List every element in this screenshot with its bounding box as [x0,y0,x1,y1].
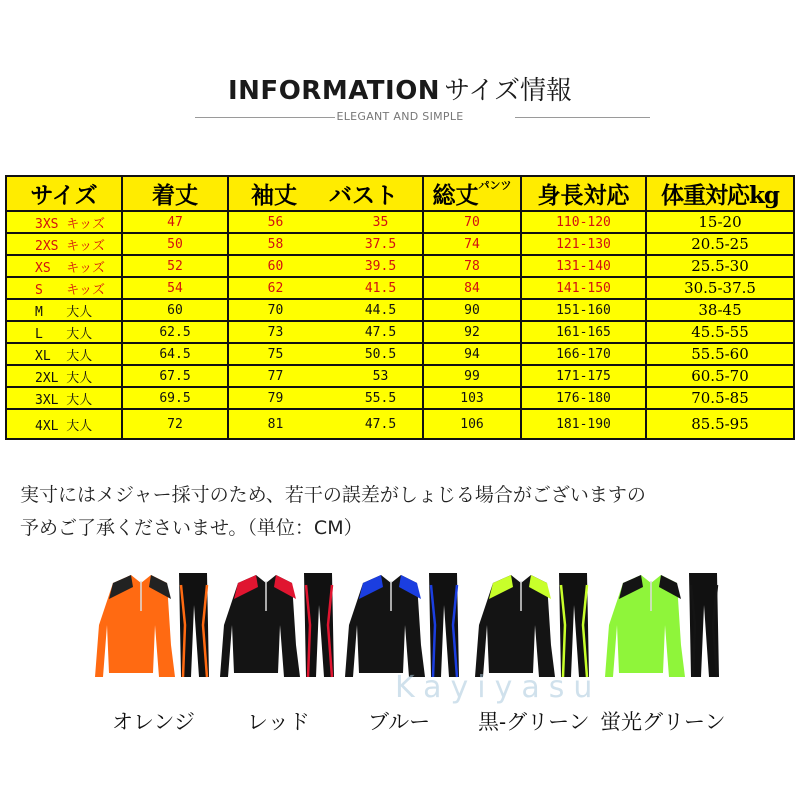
product-images [95,565,755,680]
cell-size: XS キッズ [6,255,122,277]
cell-sleeve-value: 77 [267,368,284,384]
note-line-2: 予めご了承くださいませ。（単位：CM） [20,517,363,539]
cell-length: 47 [122,211,228,233]
cell-sleeve-value: 81 [267,416,284,432]
cell-total: 84 [423,277,521,299]
cell-total: 99 [423,365,521,387]
cell-total: 94 [423,343,521,365]
cell-total: 103 [423,387,521,409]
cell-bust-value: 35 [372,214,389,230]
table-row [6,321,794,343]
cell-total: 70 [423,211,521,233]
header-length: 着丈 [122,176,228,211]
cell-bust-value: 39.5 [364,258,397,274]
cell-length: 60 [122,299,228,321]
header-total-label: 総丈 [432,182,479,209]
size-table [5,175,795,440]
table-row [6,299,794,321]
page-title [0,70,800,107]
cell-size: L 大人 [6,321,122,343]
cell-height: 181-190 [521,409,646,439]
cell-sleeve [228,233,423,255]
cell-total: 92 [423,321,521,343]
cell-size: S キッズ [6,277,122,299]
cell-size: 2XL 大人 [6,365,122,387]
cell-sleeve [228,409,423,439]
cell-length: 72 [122,409,228,439]
title-japanese: サイズ情報 [444,76,572,106]
cell-sleeve [228,321,423,343]
product-image [95,565,215,680]
cell-bust-value: 37.5 [364,236,397,252]
cell-total: 106 [423,409,521,439]
table-row [6,255,794,277]
product-image [220,565,340,680]
color-name-label: 黒-グリーン [478,710,590,734]
product-image [475,565,595,680]
cell-height: 121-130 [521,233,646,255]
cell-bust-value: 53 [372,368,389,384]
cell-sleeve-value: 62 [267,280,284,296]
header-total [423,176,521,211]
cell-size: 3XL 大人 [6,387,122,409]
cell-height: 161-165 [521,321,646,343]
cell-sleeve-value: 60 [267,258,284,274]
cell-sleeve-value: 79 [267,390,284,406]
cell-size: 2XS キッズ [6,233,122,255]
cell-sleeve [228,255,423,277]
cell-weight: 60.5-70 [646,365,794,387]
cell-length: 62.5 [122,321,228,343]
cell-length: 69.5 [122,387,228,409]
cell-total: 78 [423,255,521,277]
product-image [605,565,725,680]
cell-sleeve [228,299,423,321]
table-row [6,343,794,365]
table-row [6,365,794,387]
cell-length: 64.5 [122,343,228,365]
cell-height: 166-170 [521,343,646,365]
header-bust: バスト [329,182,398,209]
cell-height: 171-175 [521,365,646,387]
watermark: Kayiyasu [395,670,602,705]
cell-weight: 20.5-25 [646,233,794,255]
cell-bust-value: 44.5 [364,302,397,318]
color-name-label: ブルー [368,710,431,734]
color-name-label: 蛍光グリーン [600,710,726,734]
cell-sleeve [228,277,423,299]
title-english: INFORMATION [228,76,441,106]
cell-sleeve [228,211,423,233]
cell-total: 90 [423,299,521,321]
header-sleeve-bust [228,176,423,211]
header-size: サイズ [6,176,122,211]
note-line-1: 実寸にはメジャー採寸のため、若干の誤差がしょじる場合がございますの [20,484,646,506]
table-row [6,233,794,255]
cell-total: 74 [423,233,521,255]
color-name-label: レッド [247,710,310,734]
cell-height: 110-120 [521,211,646,233]
cell-height: 141-150 [521,277,646,299]
cell-size: 3XS キッズ [6,211,122,233]
cell-weight: 70.5-85 [646,387,794,409]
cell-length: 54 [122,277,228,299]
cell-size: XL 大人 [6,343,122,365]
cell-weight: 45.5-55 [646,321,794,343]
cell-height: 151-160 [521,299,646,321]
color-name-label: オレンジ [112,710,195,734]
product-image [345,565,465,680]
cell-bust-value: 41.5 [364,280,397,296]
cell-sleeve [228,365,423,387]
subtitle: ELEGANT AND SIMPLE [336,110,464,123]
cell-bust-value: 47.5 [364,416,397,432]
header-height: 身長対応 [521,176,646,211]
cell-sleeve [228,343,423,365]
cell-length: 50 [122,233,228,255]
cell-sleeve [228,387,423,409]
header-weight: 体重対応kg [646,176,794,211]
header-sleeve: 袖丈 [251,182,297,209]
cell-size: M 大人 [6,299,122,321]
table-header-row [6,176,794,211]
table-row [6,277,794,299]
cell-size: 4XL 大人 [6,409,122,439]
cell-weight: 55.5-60 [646,343,794,365]
cell-sleeve-value: 58 [267,236,284,252]
cell-weight: 38-45 [646,299,794,321]
cell-length: 52 [122,255,228,277]
cell-sleeve-value: 75 [267,346,284,362]
cell-height: 131-140 [521,255,646,277]
cell-height: 176-180 [521,387,646,409]
header-pants-label: パンツ [478,179,512,192]
cell-bust-value: 50.5 [364,346,397,362]
cell-bust-value: 55.5 [364,390,397,406]
cell-sleeve-value: 70 [267,302,284,318]
table-row [6,211,794,233]
cell-length: 67.5 [122,365,228,387]
table-row [6,387,794,409]
cell-sleeve-value: 73 [267,324,284,340]
cell-weight: 15-20 [646,211,794,233]
cell-weight: 85.5-95 [646,409,794,439]
cell-weight: 25.5-30 [646,255,794,277]
cell-bust-value: 47.5 [364,324,397,340]
cell-weight: 30.5-37.5 [646,277,794,299]
table-row [6,409,794,439]
cell-sleeve-value: 56 [267,214,284,230]
